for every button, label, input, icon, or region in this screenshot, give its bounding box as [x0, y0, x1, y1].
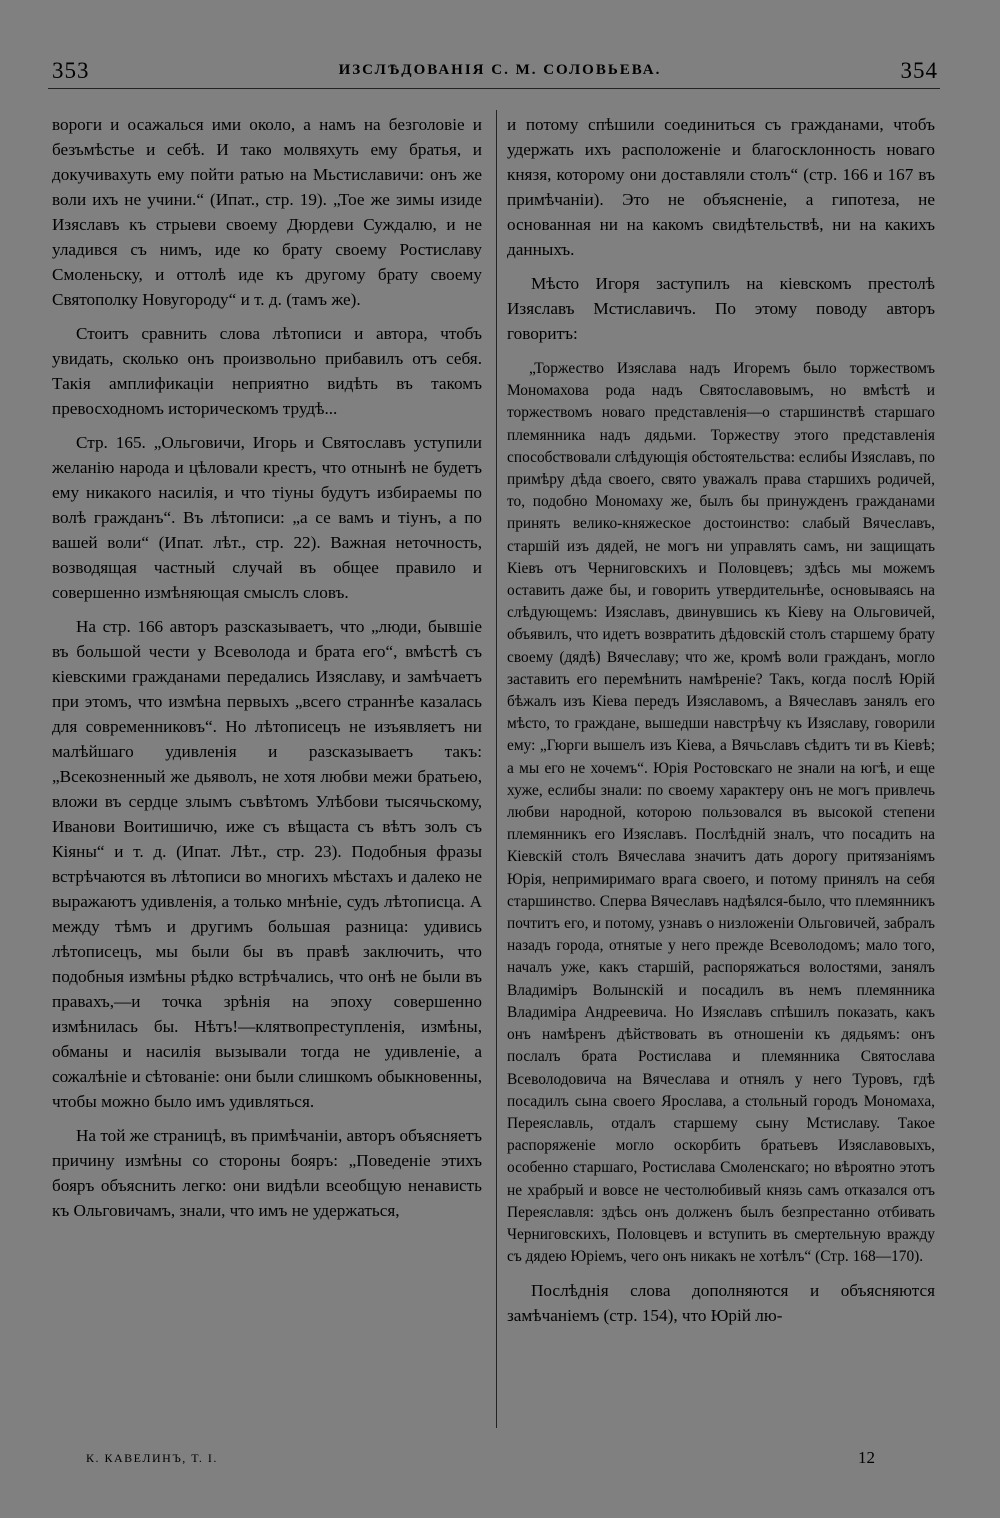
- page-header: [0, 58, 1000, 92]
- paragraph: и потому спѣшили соединиться съ гражданами, чтобъ удержать ихъ расположеніе и благосклонность новаго князя, которому они доставляли столъ“ (стр. 166 и 167 въ примѣчаніи). Это не объясненіе, а гипотеза, не основанная ни на какомъ свидѣтельствѣ, ни на какихъ данныхъ.: [507, 115, 935, 259]
- right-page-number: 354: [900, 58, 938, 83]
- right-column: [507, 112, 935, 1337]
- left-column: [52, 112, 482, 1232]
- paragraph: Послѣднія слова дополняются и объясняются замѣчаніемъ (стр. 154), что Юрій лю-: [507, 1281, 935, 1326]
- sheet-number: 12: [858, 1448, 875, 1467]
- running-title: ИЗСЛѢДОВАНІЯ С. М. СОЛОВЬЕВА.: [338, 62, 662, 78]
- printer-signature: К. КАВЕЛИНЪ, Т. I.: [86, 1451, 218, 1465]
- paragraph: Мѣсто Игоря заступилъ на кіевскомъ престолѣ Изяславъ Мстиславичъ. По этому поводу авторъ говоритъ:: [507, 274, 935, 343]
- left-page-number: 353: [52, 58, 90, 83]
- block-quote: „Торжество Изяслава надъ Игоремъ было торжествомъ Мономахова рода надъ Святославовымъ, но вмѣстѣ и торжествомъ новаго представленія—о старшинствѣ старшаго племянника надъ дядьми. Торжеству этого представленія способствовали слѣдующія обстоятельства: еслибы Изяславъ, по примѣру дѣда своего, свято уважалъ права старшихъ родичей, то, подобно Мономаху же, былъ бы принужденъ гражданами принять велико-княжеское достоинство: слабый Вячеславъ, старшій изъ дядей, не могъ ни управлять самъ, ни защищать Кіевъ отъ Черниговскихъ и Половцевъ; здѣсь мы можемъ оставить даже бы, и говорить утвердительнѣе, основываясь на слѣдующемъ: Изяславъ, двинувшись къ Кіеву на Ольговичей, объявилъ, что идетъ возвратить дѣдовскій столъ старшему брату своему (дядѣ) Вячеславу; что же, кромѣ воли гражданъ, могло заставить его перемѣнить намѣреніе? Такъ, когда послѣ Юрій бѣжалъ изъ Кіева передъ Изяславомъ, а Вячеславъ занялъ его мѣсто, то граждане, вышедши навстрѣчу къ Изяславу, говорили ему: „Гюрги вышелъ изъ Кіева, а Вячьславъ сѣдитъ ти въ Кіевѣ; а мы его не хочемъ“. Юрія Ростовскаго не знали на югѣ, и еще хуже, еслибы знали: по своему характеру онъ не могъ привлечь любви народной, которою пользовался въ высокой степени племянникъ его Изяславъ. Послѣдній зналъ, что посадить на Кіевскій столъ Вячеслава значитъ дать дорогу притязаніямъ Юрія, непримиримаго врага своего, и потому принялъ на себя старшинство. Сперва Вячеславъ надѣялся-было, что племянникъ почтитъ его, и потому, узнавъ о низложеніи Ольговичей, забралъ назадъ города, отнятые у него прежде Всеволодомъ; мало того, началъ уже, какъ старшій, распоряжаться волостями, занялъ Владиміръ Волынскій и посадилъ въ немъ племянника Владиміра Андреевича. Но Изяславъ спѣшилъ показать, какъ онъ намѣренъ дѣйствовать въ отношеніи къ дядьямъ: онъ послалъ брата Ростислава и племянника Святослава Всеволодовича на Вячеслава и отнялъ у него Туровъ, гдѣ посадилъ сына своего Ярослава, а стольный городъ Мономаха, Переяславль, отдалъ старшему сыну Мстиславу. Такое распоряженіе могло оскорбить братьевъ Изяславовыхъ, особенно старшаго, Ростислава Смоленскаго; но вѣроятно этотъ не храбрый и вовсе не честолюбивый князь самъ отказался отъ Переяславля: здѣсь онъ долженъ былъ безпрестанно отбивать Черниговскихъ, Половцевъ и вступить въ смертельную вражду съ дядею Юріемъ, чего онъ никакъ не хотѣлъ“ (Стр. 168—170).: [507, 360, 935, 1266]
- paragraph: На стр. 166 авторъ разсказываетъ, что „люди, бывшіе въ большой чести у Всеволода и брата его“, вмѣстѣ съ кіевскими гражданами передались Изяславу, и замѣчаетъ при этомъ, что измѣна первыхъ „всего страннѣе казалась для современниковъ“. Но лѣтописецъ не изъявляетъ ни малѣйшаго удивленія и разсказываетъ такъ: „Всекозненный же дьяволъ, не хотя любви межи братьею, вложи въ сердце злымъ съвѣтомъ Улѣбови тысячьскому, Иванови Воитишичю, иже съ вѣщаста съ вѣтъ золъ съ Кіяны“ и т. д. (Ипат. Лѣт., стр. 23). Подобныя фразы встрѣчаются въ лѣтописи во многихъ мѣстахъ и далеко не выражаютъ удивленія, а только мнѣніе, судъ лѣтописца. А между тѣмъ и другимъ большая разница: удивись лѣтописецъ, мы были бы въ правѣ заключить, что подобныя измѣны рѣдко встрѣчались, что онѣ не были въ правахъ,—и точка зрѣнія на эпоху совершенно измѣнилась бы. Нѣтъ!—клятвопреступленія, измѣны, обманы и насилія вызывали тогда не удивленіе, а сожалѣніе и сѣтованіе: они были слишкомъ обыкновенны, чтобы можно было имъ удивляться.: [52, 617, 482, 1111]
- page-footer: [0, 1448, 1000, 1472]
- column-divider: [496, 110, 497, 1428]
- paragraph: Стр. 165. „Ольговичи, Игорь и Святославъ уступили желанію народа и цѣловали крестъ, что отнынѣ не будетъ ему никакого насилія, и что тіуны будутъ избираемы по волѣ гражданъ“. Въ лѣтописи: „а се вамъ и тіунъ, а по вашей воли“ (Ипат. лѣт., стр. 22). Важная неточность, возводящая частный случай въ общее правило и совершенно измѣняющая смыслъ словъ.: [52, 433, 482, 602]
- paragraph: вороги и осажалься ими около, а намъ на безголовіе и безъмѣстье и себѣ. И тако молвяхуть ему братья, и докучивахуть ему пойти ратью на Мьстиславичи: онъ же воли ихъ не учини.“ (Ипат., стр. 19). „Тое же зимы изиде Изяславъ къ стрыеви своему Дюрдеви Суждалю, и не уладився съ нимъ, иде ко брату своему Ростиславу Смоленьску, и оттолѣ иде къ другому брату своему Святополку Новугороду“ и т. д. (тамъ же).: [52, 115, 482, 309]
- paragraph: Стоитъ сравнить слова лѣтописи и автора, чтобъ увидать, сколько онъ произвольно прибавилъ отъ себя. Такія амплификаціи неприятно видѣть въ такомъ превосходномъ историческомъ трудѣ...: [52, 324, 482, 418]
- header-rule: [48, 88, 940, 89]
- paragraph: На той же страницѣ, въ примѣчаніи, авторъ объясняетъ причину измѣны со стороны бояръ: „Поведеніе этихъ бояръ объяснить легко: они видѣли всеобщую ненависть къ Ольговичамъ, знали, что имъ не удержаться,: [52, 1126, 482, 1220]
